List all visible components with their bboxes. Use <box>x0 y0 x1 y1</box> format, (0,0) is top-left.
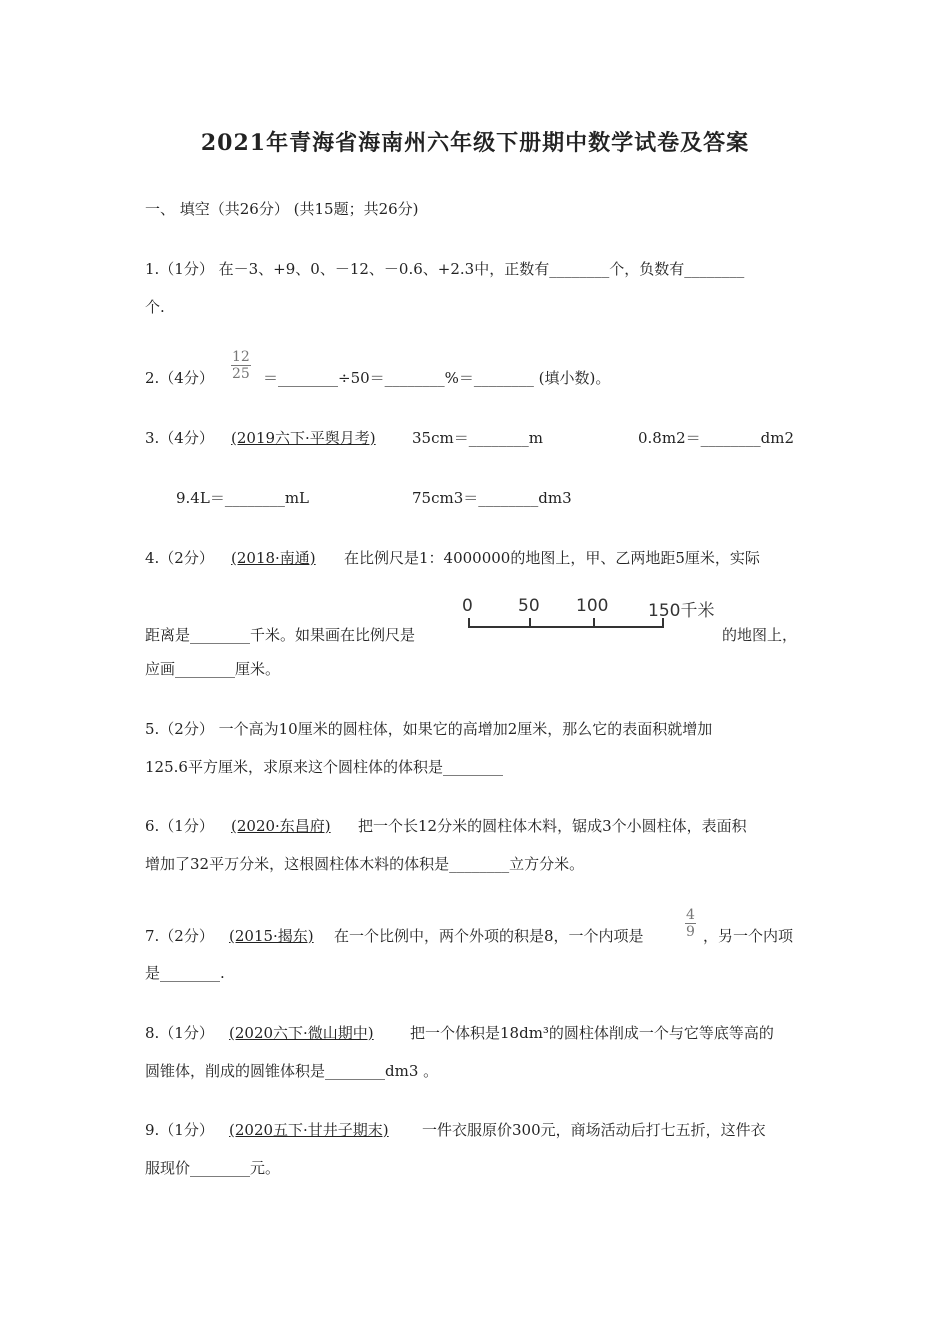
question-7-line-2: 是________. <box>145 964 225 982</box>
question-9-prefix: 9.（1分） <box>145 1121 214 1139</box>
scale-tick <box>662 618 664 626</box>
page-title: 2021年青海省海南州六年级下册期中数学试卷及答案 <box>200 130 750 156</box>
question-4-line-3: 应画________厘米。 <box>145 660 281 678</box>
scale-tick <box>529 618 531 626</box>
question-9-source-link[interactable]: (2020五下·甘井子期末) <box>229 1121 389 1139</box>
scale-line <box>468 626 664 628</box>
question-4-line-1: 在比例尺是1：4000000的地图上，甲、乙两地距5厘米，实际 <box>344 549 760 567</box>
scale-label-50: 50 <box>518 596 540 616</box>
fraction-12-25 <box>231 349 251 382</box>
scale-label-150: 150千米 <box>648 601 715 621</box>
question-3-prefix: 3.（4分） <box>145 429 214 447</box>
question-1-line-2: 个. <box>145 298 165 316</box>
question-9-line-2: 服现价________元。 <box>145 1159 281 1177</box>
question-8-source-link[interactable]: (2020六下·微山期中) <box>229 1024 374 1042</box>
question-5-line-1: 5.（2分） 一个高为10厘米的圆柱体，如果它的高增加2厘米，那么它的表面积就增加 <box>145 720 713 738</box>
question-4-prefix: 4.（2分） <box>145 549 214 567</box>
question-7-text-2: ，另一个内项 <box>703 927 794 945</box>
question-6-source-link[interactable]: (2020·东昌府) <box>231 817 331 835</box>
question-6-line-1: 把一个长12分米的圆柱体木料，锯成3个小圆柱体，表面积 <box>358 817 747 835</box>
question-5-line-2: 125.6平方厘米，求原来这个圆柱体的体积是________ <box>145 758 503 776</box>
question-2-text: ＝________÷50＝________%＝________ (填小数)。 <box>263 369 611 387</box>
question-6-line-2: 增加了32平万分米，这根圆柱体木料的体积是________立方分米。 <box>145 855 585 873</box>
scale-label-100: 100 <box>576 596 609 616</box>
question-8-line-2: 圆锥体，削成的圆锥体积是________dm3 。 <box>145 1062 439 1080</box>
question-6-prefix: 6.（1分） <box>145 817 214 835</box>
question-3-part-3: 9.4L＝________mL <box>176 489 310 507</box>
question-4-line-2a: 距离是________千米。如果画在比例尺是 <box>145 626 416 644</box>
question-8-prefix: 8.（1分） <box>145 1024 214 1042</box>
scale-label-0: 0 <box>462 596 473 616</box>
question-2-prefix: 2.（4分） <box>145 369 214 387</box>
fraction-numerator: 4 <box>686 907 695 923</box>
fraction-numerator: 12 <box>232 349 250 365</box>
question-7-text: 在一个比例中，两个外项的积是8，一个内项是 <box>334 927 644 945</box>
question-3-part-1: 35cm＝________m <box>412 429 543 447</box>
scale-tick <box>468 618 470 626</box>
question-8-line-1: 把一个体积是18dm³的圆柱体削成一个与它等底等高的 <box>410 1024 774 1042</box>
question-3-source-link[interactable]: (2019六下·平舆月考) <box>231 429 376 447</box>
fraction-denominator: 9 <box>686 924 695 940</box>
scale-tick <box>593 618 595 626</box>
question-4-line-2b: 的地图上， <box>722 626 798 644</box>
question-3-part-2: 0.8m2＝________dm2 <box>638 429 794 447</box>
fraction-denominator: 25 <box>232 366 250 382</box>
question-4-source-link[interactable]: (2018·南通) <box>231 549 316 567</box>
question-7-source-link[interactable]: (2015·揭东) <box>229 927 314 945</box>
section-heading: 一、 填空（共26分） (共15题；共26分) <box>145 200 419 218</box>
question-7-prefix: 7.（2分） <box>145 927 214 945</box>
fraction-4-9 <box>685 907 696 940</box>
question-3-part-4: 75cm3＝________dm3 <box>412 489 572 507</box>
scale-bar-figure <box>462 596 732 640</box>
question-1-line-1: 1.（1分） 在－3、+9、0、－12、－0.6、+2.3中，正数有________个，负数有________ <box>145 260 745 278</box>
question-9-line-1: 一件衣服原价300元，商场活动后打七五折，这件衣 <box>422 1121 766 1139</box>
